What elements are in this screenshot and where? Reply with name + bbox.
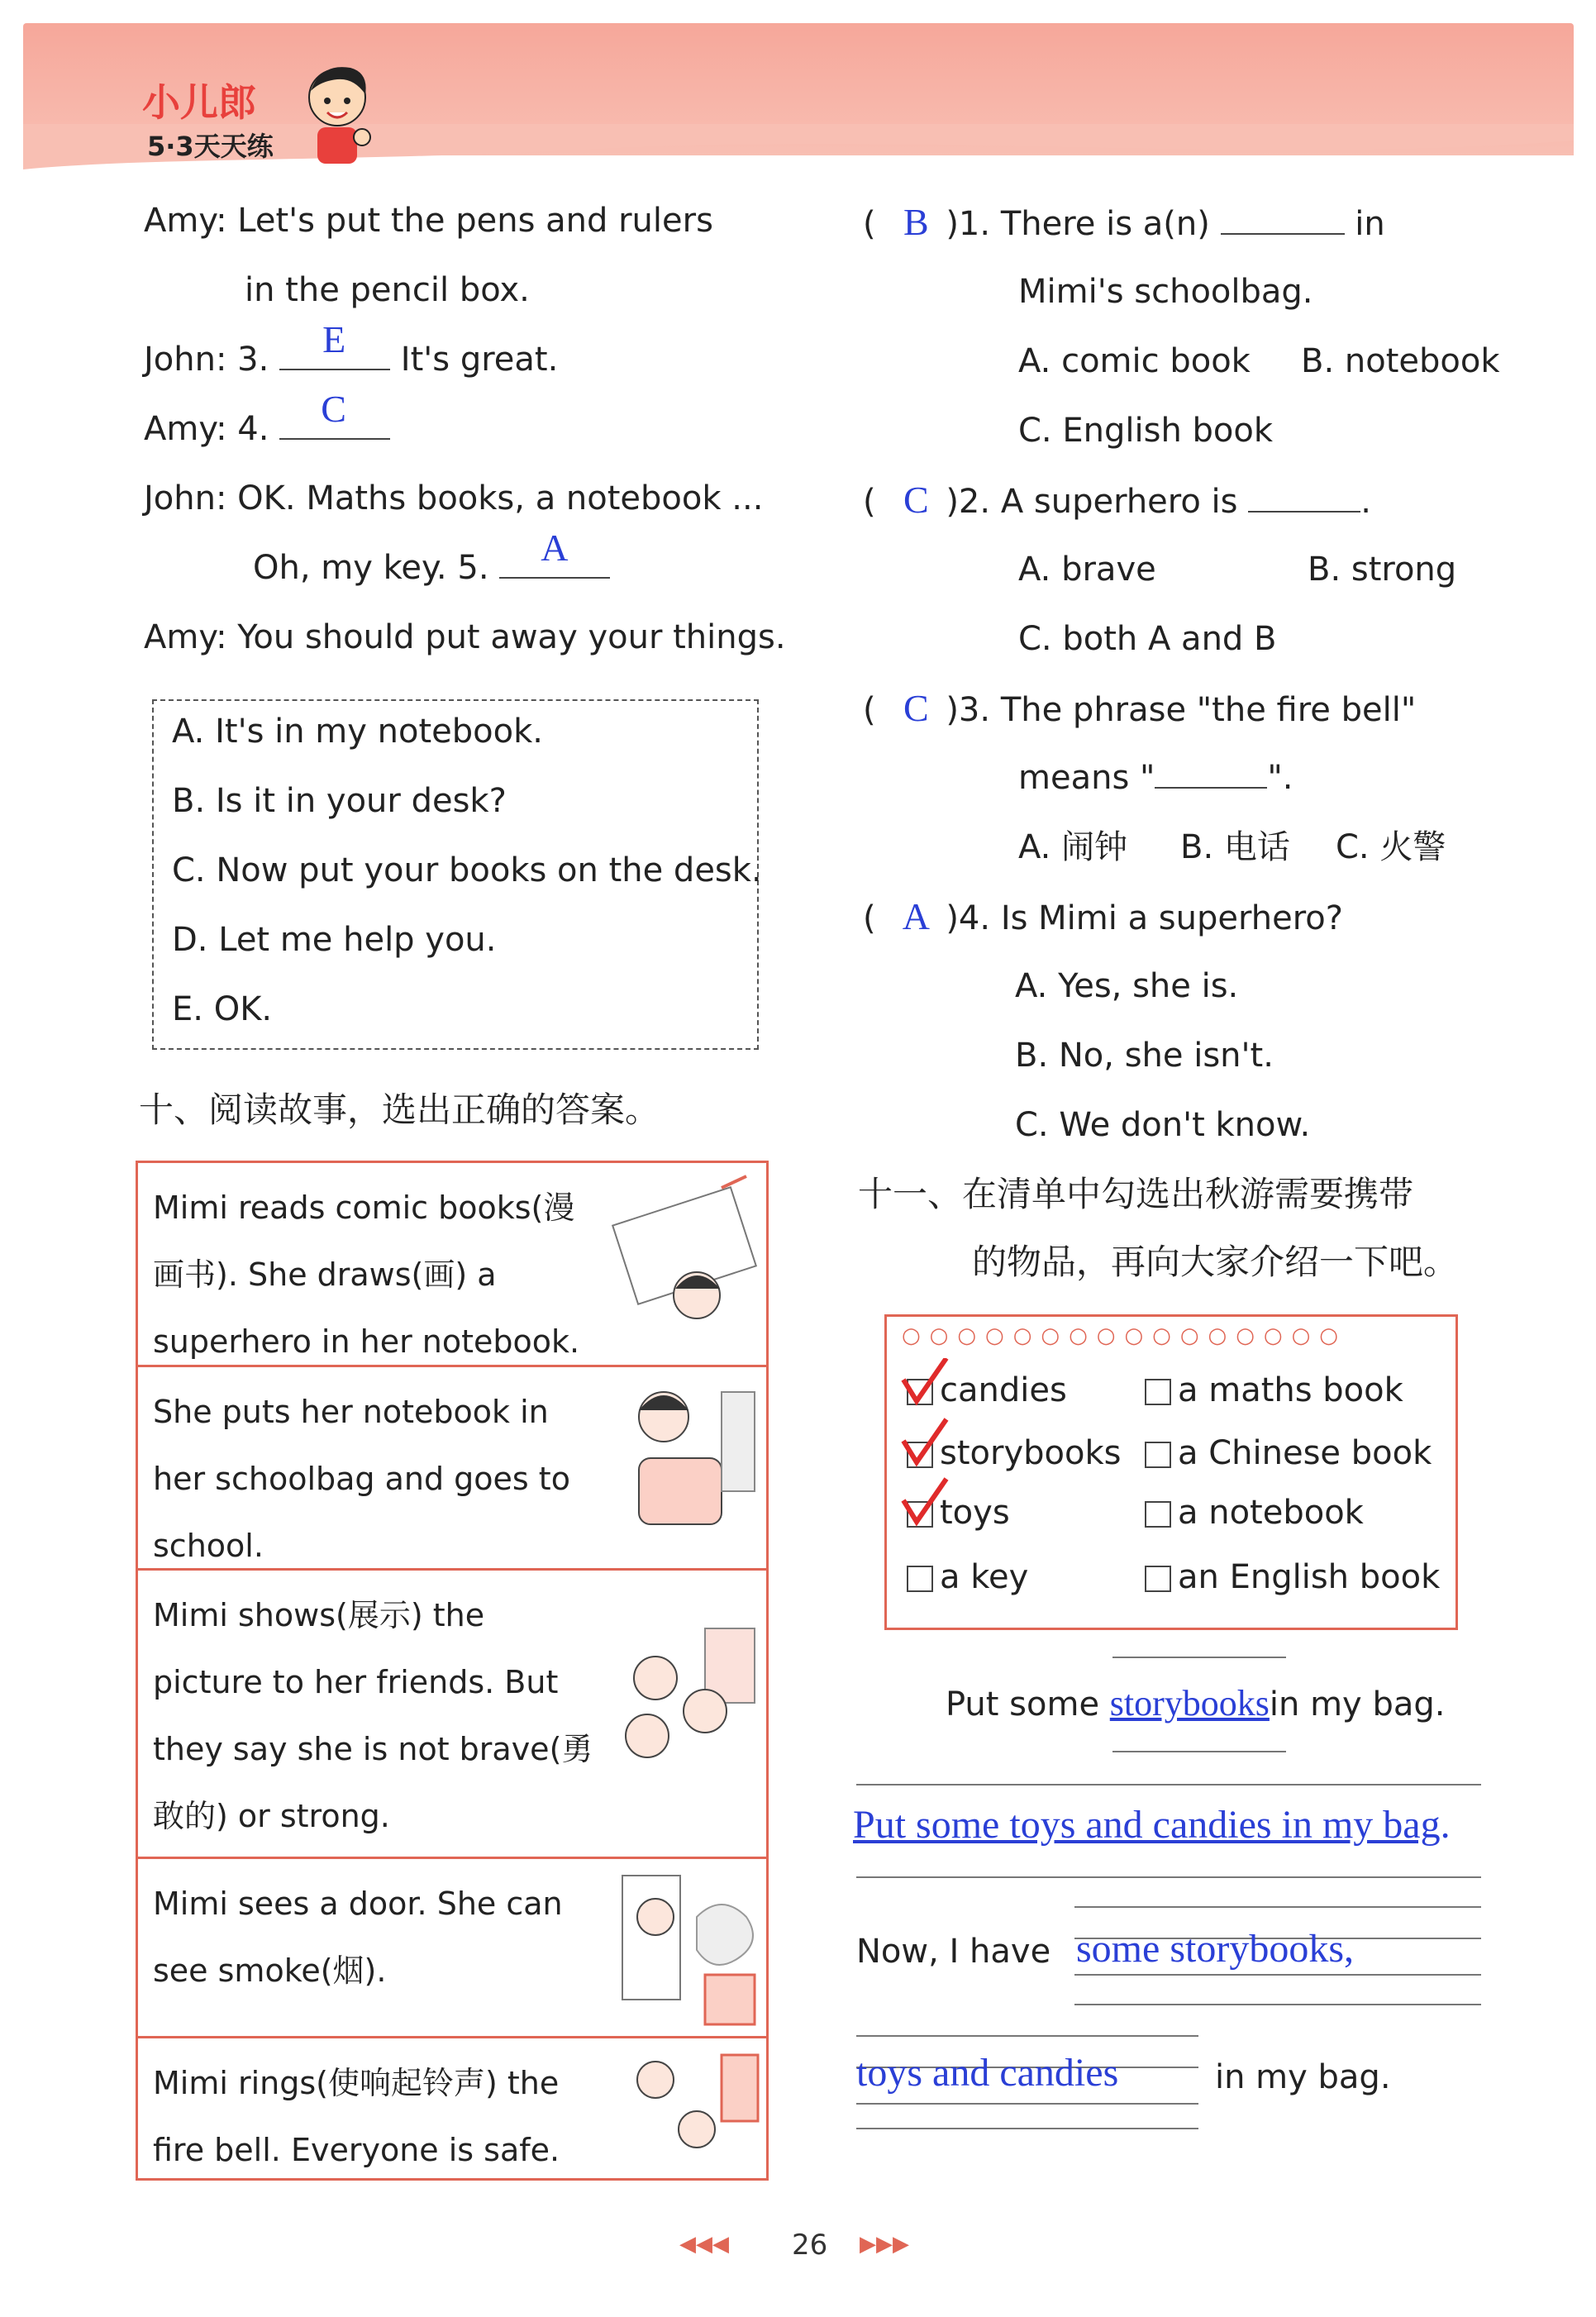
q1-opt-c: C. English book — [1018, 412, 1274, 450]
rule-line — [1074, 2004, 1481, 2005]
writing-line-4-suffix: in my bag. — [1215, 2058, 1391, 2096]
right-arrows-icon: ▶▶▶ — [860, 2232, 909, 2257]
smoke-door-icon — [606, 1867, 763, 2033]
dialogue-line-1: Amy: Let's put the pens and rulers — [144, 202, 713, 240]
story-panel-5 — [138, 2038, 766, 2176]
rule-line — [856, 1784, 1481, 1785]
check-item-notebook[interactable]: a notebook — [1145, 1492, 1364, 1533]
story-text-1: Mimi reads comic books(漫画书). She draws(画) a superhero in her notebook. — [153, 1189, 580, 1360]
q1-answer: B — [903, 201, 929, 243]
story-panel-3 — [138, 1571, 766, 1859]
checkbox-icon[interactable] — [1145, 1379, 1171, 1405]
rule-line — [856, 2103, 1198, 2105]
option-a: A. It's in my notebook. — [172, 713, 543, 751]
answer-3: E — [322, 318, 346, 360]
option-b: B. Is it in your desk? — [172, 782, 507, 820]
question-3: ( C )3. The phrase "the fire bell" — [863, 687, 1417, 729]
story-text-5: Mimi rings(使响起铃声) the fire bell. Everyone is safe. — [153, 2065, 560, 2168]
q3-answer: C — [903, 687, 929, 729]
dialogue-line-7: Amy: You should put away your things. — [144, 618, 786, 656]
dialogue-line-5: John: OK. Maths books, a notebook ... — [144, 479, 764, 517]
section-11-title-2: 的物品，再向大家介绍一下吧。 — [972, 1242, 1459, 1282]
q1-opt-b: B. notebook — [1301, 342, 1500, 380]
story-box — [136, 1161, 769, 2181]
q4-answer: A — [902, 895, 930, 937]
checkbox-icon[interactable] — [1145, 1442, 1171, 1468]
story-panel-2 — [138, 1367, 766, 1571]
girl-drawing-icon — [606, 1171, 763, 1337]
options-box — [152, 699, 762, 1050]
ring-holes: ○○○○○○○○○○○○○○○○ — [902, 1323, 1347, 1348]
q3-opt-c: C. 火警 — [1336, 828, 1446, 866]
checkbox-icon[interactable] — [1145, 1566, 1171, 1592]
check-item-chinese-book[interactable]: a Chinese book — [1145, 1433, 1432, 1474]
story-text-4: Mimi sees a door. She can see smoke(烟). — [153, 1886, 563, 1989]
story-text-3: Mimi shows(展示) the picture to her friends. But they say she is not brave(勇敢的) or strong. — [153, 1597, 593, 1834]
dialogue-line-3: John: 3. E It's great. — [144, 318, 559, 379]
section-11-title-1: 十一、在清单中勾选出秋游需要携带 — [858, 1174, 1414, 1214]
check-item-toys[interactable]: toys — [907, 1492, 1010, 1533]
answer-4: C — [321, 388, 346, 430]
brand-series: 5·3天天练 — [147, 131, 274, 162]
rule-line — [1112, 1657, 1286, 1658]
question-4: ( A )4. Is Mimi a superhero? — [863, 895, 1343, 937]
rule-line — [1074, 1906, 1481, 1908]
q1-stem-c: Mimi's schoolbag. — [1018, 273, 1313, 311]
q2-opt-b: B. strong — [1308, 551, 1457, 589]
rule-line — [856, 2035, 1198, 2037]
rule-line — [856, 1876, 1481, 1878]
option-d: D. Let me help you. — [172, 921, 497, 959]
red-checkmarks-icon — [898, 1358, 956, 1548]
dialogue-line-2: in the pencil box. — [245, 271, 530, 309]
brand-logo: 小儿郎 — [142, 80, 256, 125]
check-item-english-book[interactable]: an English book — [1145, 1557, 1440, 1598]
q4-opt-a: A. Yes, she is. — [1015, 967, 1239, 1005]
left-arrows-icon: ◀◀◀ — [679, 2232, 729, 2257]
answer-5: A — [541, 527, 569, 569]
rule-line — [1112, 1751, 1286, 1752]
friends-icon — [606, 1620, 763, 1785]
story-panel-1 — [138, 1163, 766, 1367]
checklist-box — [884, 1314, 1458, 1630]
writing-line-3-prefix: Now, I have — [856, 1933, 1051, 1971]
schoolbag-icon — [606, 1375, 763, 1541]
q3-opt-b: B. 电话 — [1180, 828, 1290, 866]
q4-opt-b: B. No, she isn't. — [1015, 1037, 1274, 1075]
q3-opt-a: A. 闹钟 — [1018, 828, 1128, 866]
mascot-boy-icon — [296, 58, 379, 165]
dialogue-line-6: Oh, my key. 5. A — [253, 547, 610, 589]
writing-answer-4: toys and candies — [856, 2051, 1119, 2095]
checkbox-icon[interactable] — [907, 1566, 933, 1592]
q2-opt-c: C. both A and B — [1018, 620, 1277, 658]
q4-opt-c: C. We don't know. — [1015, 1106, 1311, 1144]
rule-line — [1074, 1974, 1481, 1976]
check-item-maths-book[interactable]: a maths book — [1145, 1370, 1403, 1411]
q2-opt-a: A. brave — [1018, 551, 1156, 589]
q3-stem-c: means " ". — [1018, 759, 1293, 797]
section-10-title: 十、阅读故事，选出正确的答案。 — [139, 1089, 660, 1130]
writing-answer-1: storybooks — [1109, 1683, 1270, 1723]
question-1: ( B )1. There is a(n) in — [863, 201, 1385, 243]
q2-answer: C — [903, 479, 929, 521]
check-item-key[interactable]: a key — [907, 1557, 1028, 1598]
check-item-storybooks[interactable]: storybooks — [907, 1433, 1121, 1474]
page-number: 26 — [792, 2229, 828, 2262]
dialogue-line-4: Amy: 4. C — [144, 408, 390, 450]
q1-opt-a: A. comic book — [1018, 342, 1251, 380]
option-e: E. OK. — [172, 990, 273, 1028]
writing-line-1: Put some storybooksin my bag. — [946, 1683, 1446, 1723]
fire-bell-icon — [606, 2047, 763, 2171]
question-2: ( C )2. A superhero is . — [863, 479, 1371, 521]
checkbox-icon[interactable] — [1145, 1501, 1171, 1528]
check-item-candies[interactable]: candies — [907, 1370, 1067, 1411]
option-c: C. Now put your books on the desk. — [172, 851, 762, 889]
rule-line — [856, 2128, 1198, 2129]
writing-answer-3: some storybooks, — [1076, 1927, 1354, 1971]
story-panel-4 — [138, 1859, 766, 2038]
story-text-2: She puts her notebook in her schoolbag and goes to school. — [153, 1394, 570, 1564]
writing-answer-2: Put some toys and candies in my bag. — [853, 1803, 1451, 1847]
